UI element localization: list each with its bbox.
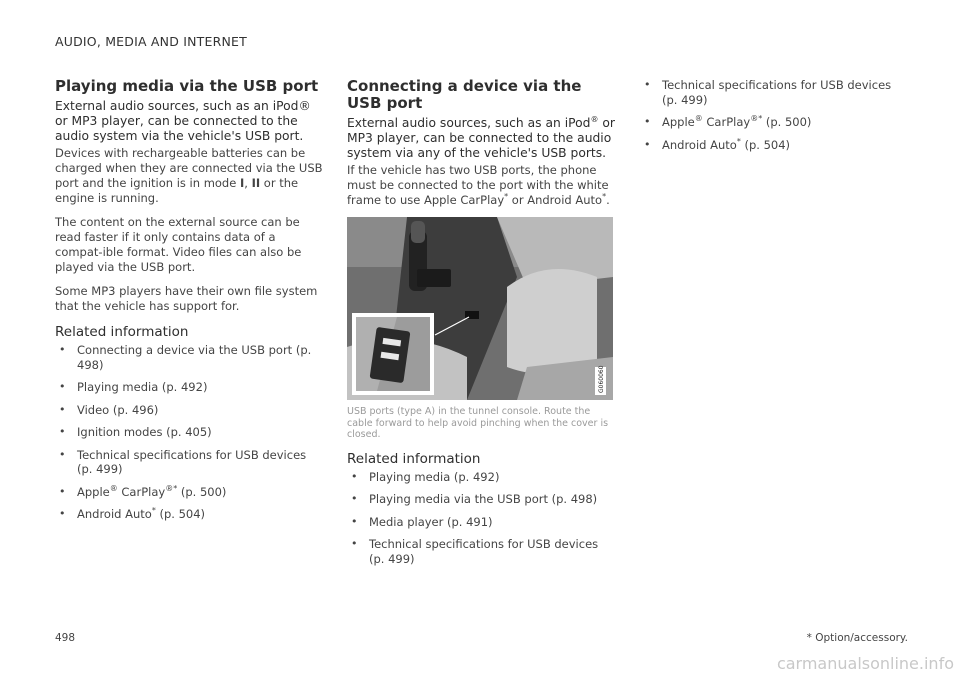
- site-watermark: carmanualsonline.info: [776, 654, 954, 673]
- body-paragraph-mp3: Some MP3 players have their own file system that the vehicle has support for.: [55, 284, 318, 313]
- related-link[interactable]: • Ignition modes (p. 405): [59, 425, 212, 439]
- related-link[interactable]: • Playing media via the USB port (p. 498): [351, 492, 598, 506]
- lead-paragraph: External audio sources, such as an iPod® or MP3 player, can be connected to the audio system via the vehicle's USB port.: [55, 99, 311, 143]
- related-link[interactable]: • Technical specifications for USB devices (p. 499): [644, 78, 892, 107]
- column-related-continued: [640, 78, 908, 160]
- body-paragraph-format: The content on the external source can be read faster if it only contains data of a compat-ible format. Video files can also be played via the USB port.: [55, 215, 302, 274]
- related-link[interactable]: • Video (p. 496): [59, 402, 159, 417]
- column-connecting-device: [347, 78, 615, 574]
- lead-paragraph: External audio sources, such as an iPod® or MP3 player, can be connected to the audio system via any of the vehicle's USB ports.: [347, 114, 615, 160]
- usb-port-illustration: [347, 217, 613, 400]
- related-link[interactable]: • Technical specifications for USB devices (p. 499): [351, 537, 599, 566]
- related-list: [347, 470, 615, 567]
- page-number: 498: [55, 632, 76, 644]
- related-link-carplay[interactable]: • Apple® CarPlay®* (p. 500): [644, 114, 812, 129]
- related-information-heading: Related information: [55, 324, 189, 340]
- figure-code: G060060: [598, 365, 605, 393]
- related-link[interactable]: • Technical specifications for USB devices (p. 499): [59, 447, 307, 476]
- related-list: [640, 78, 908, 152]
- related-information-heading: Related information: [347, 450, 481, 467]
- related-link[interactable]: • Connecting a device via the USB port (p. 498): [59, 343, 312, 372]
- body-paragraph-charging: Devices with rechargeable batteries can be charged when they are connected via the USB port and the ignition is in mode I, II or the engine is running.: [55, 146, 323, 205]
- related-link-android[interactable]: • Android Auto* (p. 504): [644, 136, 791, 152]
- related-list: [55, 343, 323, 522]
- section-title: Connecting a device via the USB port: [347, 77, 582, 112]
- section-header: AUDIO, MEDIA AND INTERNET: [55, 34, 247, 49]
- figure-caption: USB ports (type A) in the tunnel console. Route the cable forward to help avoid pinching when the cover is closed.: [347, 406, 609, 440]
- related-link[interactable]: • Playing media (p. 492): [351, 469, 500, 484]
- related-link-carplay[interactable]: • Apple® CarPlay®* (p. 500): [59, 483, 227, 499]
- related-link[interactable]: • Playing media (p. 492): [59, 380, 208, 394]
- related-link-android[interactable]: • Android Auto* (p. 504): [59, 506, 206, 521]
- column-usb-playback: [55, 78, 323, 530]
- related-link[interactable]: • Media player (p. 491): [351, 514, 493, 529]
- section-title: Playing media via the USB port: [55, 77, 319, 95]
- option-footnote: * Option/accessory.: [806, 632, 908, 644]
- body-paragraph-two-ports: If the vehicle has two USB ports, the phone must be connected to the port with the white frame to use Apple CarPlay* or Android Auto*.: [347, 163, 610, 207]
